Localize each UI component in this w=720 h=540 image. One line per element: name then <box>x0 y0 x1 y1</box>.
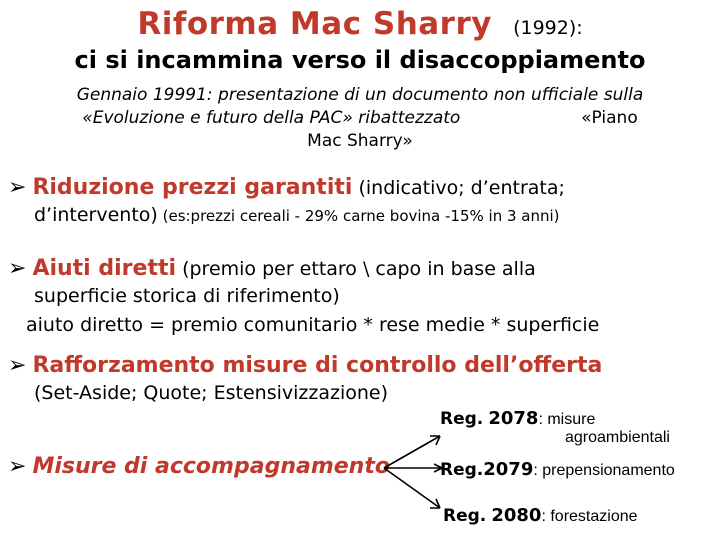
regulation-2079 <box>440 459 675 480</box>
intro-line-1: Gennaio 19991: presentazione di un documento non ufficiale sulla <box>76 85 644 105</box>
bullet-price-reduction <box>8 175 565 200</box>
page-title <box>0 6 720 42</box>
title-year: (1992): <box>513 17 583 39</box>
page-subtitle: ci si incammina verso il disaccoppiamento <box>74 46 646 74</box>
regulation-2078-description-2: agroambientali <box>565 429 670 446</box>
reg-label: Reg. <box>440 409 484 429</box>
arrow-bullet-icon: ➢ <box>8 454 27 479</box>
regulation-2080 <box>443 505 638 526</box>
intro-line-2 <box>0 107 720 130</box>
bullet-supply-control <box>8 353 602 378</box>
bullet-price-reduction-line-2 <box>34 204 560 226</box>
reg-label: Reg. <box>440 460 484 480</box>
bullet-accompanying-measures <box>8 454 390 479</box>
arrow-bullet-icon: ➢ <box>8 175 27 200</box>
reg-description: : misure <box>538 411 596 428</box>
bullet-text: d’intervento) <box>34 204 158 226</box>
intro-line-3: Mac Sharry» <box>307 131 413 151</box>
intro-paragraph <box>0 84 720 153</box>
arrow-bullet-icon: ➢ <box>8 353 27 378</box>
reg-label: Reg. <box>443 506 487 526</box>
reg-number: 2078 <box>488 408 539 429</box>
intro-line-2a: «Evoluzione e futuro della PAC» ribattezzato <box>82 108 461 128</box>
direct-aid-formula: aiuto diretto = premio comunitario * rese medie * superficie <box>26 314 600 336</box>
bullet-direct-aid-line-2: superficie storica di riferimento) <box>34 285 340 307</box>
bullet-example: (es:prezzi cereali - 29% carne bovina -15% in 3 anni) <box>157 207 560 225</box>
bullet-head: Riduzione prezzi garantiti <box>32 175 353 200</box>
reg-description: : forestazione <box>541 508 638 525</box>
bullet-direct-aid <box>8 256 536 281</box>
bullet-head: Misure di accompagnamento <box>32 454 390 479</box>
bullet-text: (premio per ettaro \ capo in base alla <box>176 258 536 280</box>
bullet-supply-control-line-2: (Set-Aside; Quote; Estensivizzazione) <box>34 382 389 404</box>
arrow-bullet-icon: ➢ <box>8 256 27 281</box>
bullet-head: Rafforzamento misure di controllo dell’offerta <box>32 353 603 378</box>
intro-line-2b: «Piano <box>581 108 638 128</box>
title-main: Riforma Mac Sharry <box>137 6 492 42</box>
regulation-2078 <box>440 408 595 429</box>
bullet-text: (indicativo; d’entrata; <box>352 177 565 199</box>
reg-number: 2079 <box>483 459 534 480</box>
bullet-head: Aiuti diretti <box>32 256 177 281</box>
reg-description: : prepensionamento <box>533 462 675 479</box>
reg-number: 2080 <box>491 505 542 526</box>
